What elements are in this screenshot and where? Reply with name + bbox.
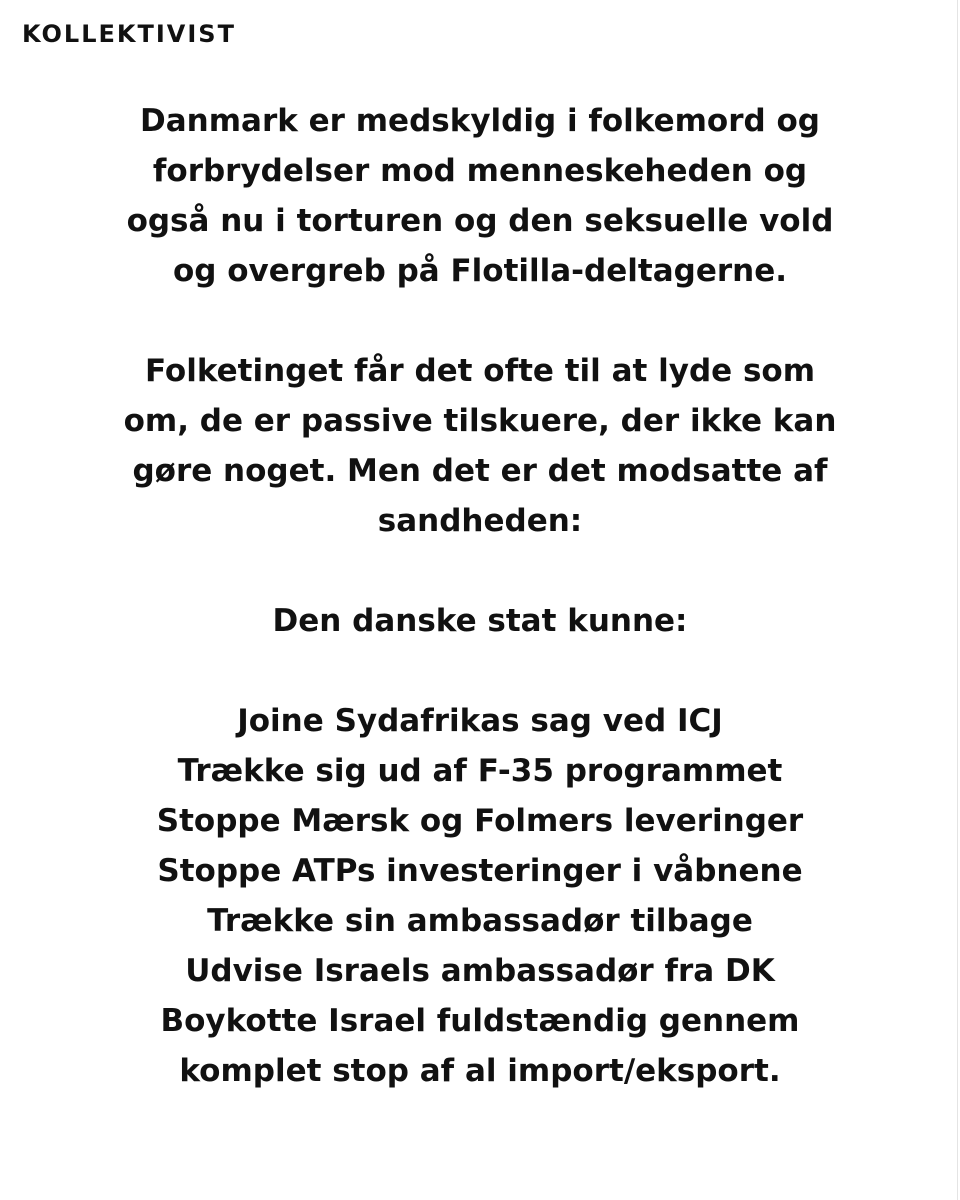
demand-item: Udvise Israels ambassadør fra DK: [185, 953, 775, 989]
spacer: [60, 296, 900, 346]
edge-divider: [957, 0, 958, 1200]
demand-item: Stoppe Mærsk og Folmers leveringer: [156, 803, 804, 839]
demand-item: Trække sig ud af F-35 programmet: [177, 753, 783, 789]
paragraph-line: og overgreb på Flotilla-deltagerne.: [172, 253, 788, 289]
paragraph-line: om, de er passive tilskuere, der ikke kan: [123, 403, 837, 439]
paragraph-folketinget: [60, 346, 900, 546]
paragraph-line: Folketinget får det ofte til at lyde som: [144, 353, 815, 389]
demand-item: Boykotte Israel fuldstændig gennem: [160, 1003, 800, 1039]
paragraph-line: også nu i torturen og den seksuelle vold: [126, 203, 834, 239]
demand-item: Stoppe ATPs investeringer i våbnene: [157, 853, 803, 889]
spacer: [60, 646, 900, 696]
paragraph-line: gøre noget. Men det er det modsatte af: [132, 453, 828, 489]
paragraph-line: forbrydelser mod menneskeheden og: [152, 153, 808, 189]
main-text: [60, 96, 900, 1096]
paragraph-complicity: [60, 96, 900, 296]
paragraph-line: sandheden:: [377, 503, 583, 539]
demand-item: komplet stop af al import/eksport.: [179, 1053, 781, 1089]
brand-logo-text: KOLLEKTIVIST: [22, 20, 236, 48]
demands-list: [60, 696, 900, 1096]
demand-item: Joine Sydafrikas sag ved ICJ: [237, 703, 723, 739]
demand-item: Trække sin ambassadør tilbage: [207, 903, 753, 939]
spacer: [60, 546, 900, 596]
paragraph-line: Danmark er medskyldig i folkemord og: [140, 103, 820, 139]
demands-heading: Den danske stat kunne:: [272, 603, 688, 639]
